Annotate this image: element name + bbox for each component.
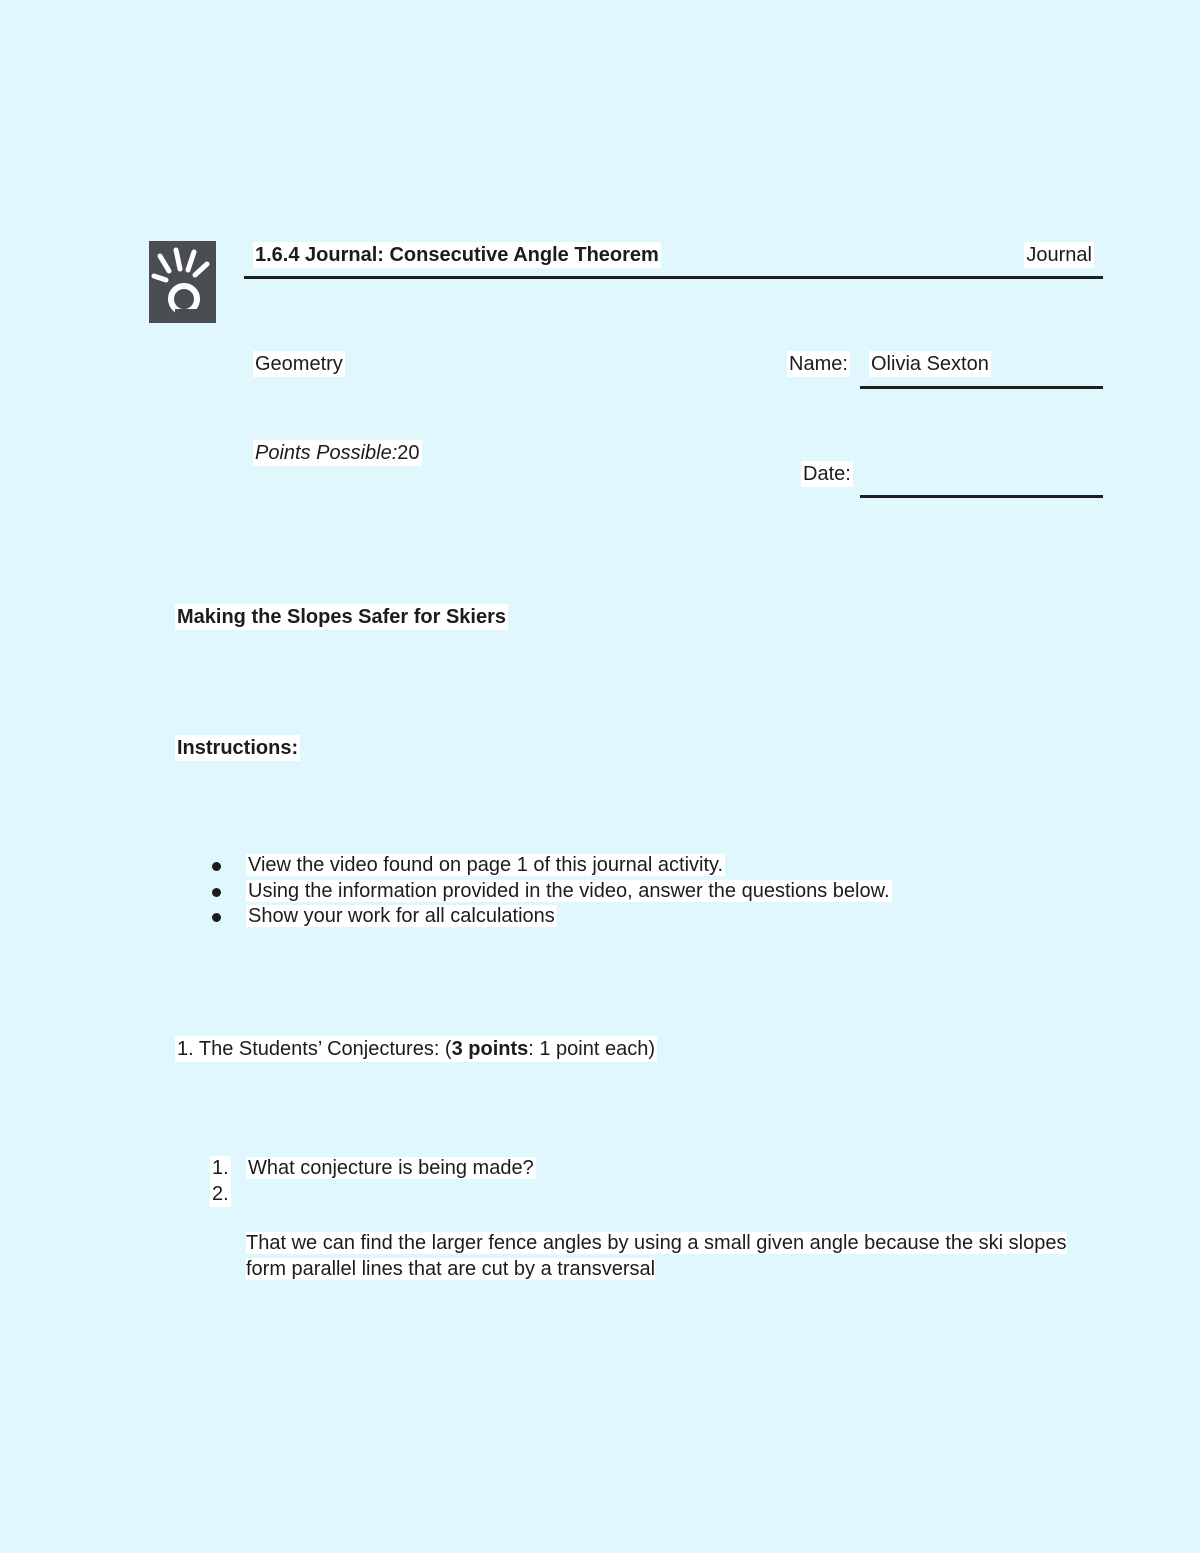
date-field[interactable] bbox=[860, 495, 1103, 498]
bullet-icon bbox=[212, 913, 221, 922]
sub-question-number: 1. bbox=[210, 1156, 231, 1182]
question-sub-list bbox=[210, 1156, 536, 1207]
points-possible-label: Points Possible: bbox=[255, 442, 398, 464]
instruction-text: Show your work for all calculations bbox=[248, 905, 555, 927]
title-divider bbox=[244, 276, 1103, 279]
instructions-heading: Instructions: bbox=[177, 737, 299, 759]
question-suffix: : 1 point each) bbox=[528, 1038, 656, 1060]
points-possible-value: 20 bbox=[397, 442, 420, 464]
name-field[interactable]: Olivia Sexton bbox=[871, 353, 989, 375]
sub-question bbox=[210, 1182, 536, 1208]
document-type-label: Journal bbox=[1026, 244, 1092, 266]
course-logo-icon bbox=[149, 241, 216, 323]
answer-content: That we can find the larger fence angles by using a small given angle because the ski slopes form parallel lines that are cut by a transversal bbox=[246, 1232, 1067, 1280]
sub-question-text: What conjecture is being made? bbox=[248, 1157, 534, 1179]
sub-question-number: 2. bbox=[210, 1182, 231, 1208]
bullet-icon bbox=[212, 888, 221, 897]
name-label: Name: bbox=[789, 353, 848, 375]
question-heading bbox=[175, 1036, 657, 1062]
instruction-item bbox=[210, 904, 892, 930]
sub-question bbox=[210, 1156, 536, 1182]
instruction-text: Using the information provided in the video, answer the questions below. bbox=[248, 879, 890, 902]
page-title: 1.6.4 Journal: Consecutive Angle Theorem bbox=[255, 244, 659, 266]
instruction-item bbox=[210, 879, 892, 905]
name-underline bbox=[860, 386, 1103, 389]
question-prefix: 1. The Students’ Conjectures: ( bbox=[177, 1038, 452, 1060]
instruction-text: View the video found on page 1 of this journal activity. bbox=[248, 854, 724, 876]
points-possible bbox=[253, 440, 422, 466]
answer-text[interactable] bbox=[246, 1231, 1076, 1282]
date-label: Date: bbox=[803, 463, 851, 485]
subject-label: Geometry bbox=[255, 353, 343, 375]
instructions-list bbox=[210, 853, 892, 930]
instruction-item bbox=[210, 853, 892, 879]
section-title: Making the Slopes Safer for Skiers bbox=[177, 606, 506, 628]
bullet-icon bbox=[212, 862, 221, 871]
question-points: 3 points bbox=[451, 1038, 529, 1060]
